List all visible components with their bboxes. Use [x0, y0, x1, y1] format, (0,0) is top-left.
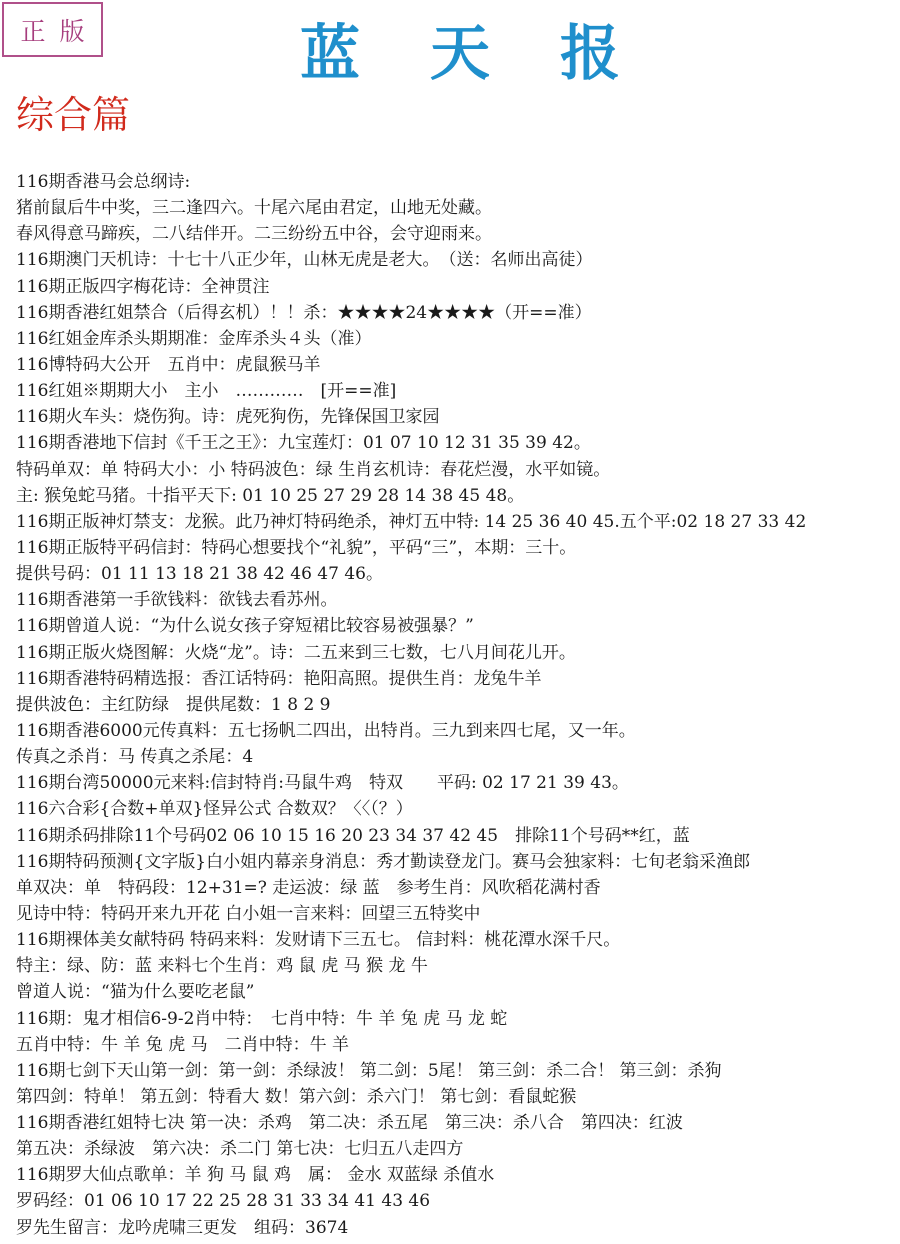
- text-line: 五肖中特：牛 羊 兔 虎 马 二肖中特：牛 羊: [16, 1034, 350, 1055]
- masthead-title: [300, 14, 620, 94]
- text-line: 116期香港特码精选报：香江话特码：艳阳高照。提供生肖：龙兔牛羊: [16, 668, 542, 689]
- section-title: 综合篇: [16, 93, 131, 137]
- text-line: 116期台湾50000元来料:信封特肖:马鼠牛鸡 特双 平码: 02 17 21 39 43。: [16, 773, 629, 794]
- text-line: 116六合彩{合数+单双}怪异公式 合数双？〈〈（？）: [16, 799, 413, 820]
- text-line: 116期正版四字梅花诗：全神贯注: [16, 276, 270, 297]
- text-line: 春风得意马蹄疾，二八结伴开。二三纷纷五中谷，会守迎雨来。: [16, 224, 492, 245]
- text-line: 116期澳门天机诗：十七十八正少年，山林无虎是老大。 （送：名师出高徒）: [16, 250, 593, 271]
- text-line: 116红姐※期期大小 主小 ………… [开==准]: [16, 381, 397, 402]
- edition-badge: 正版: [2, 2, 103, 57]
- text-line: 猪前鼠后牛中奖，三二逢四六。十尾六尾由君定，山地无处藏。: [16, 198, 492, 219]
- text-line: 116期香港6000元传真料：五七扬帆二四出，出特肖。三九到来四七尾，又一年。: [16, 720, 636, 741]
- text-line: 116期香港马会总纲诗:: [16, 172, 191, 192]
- text-line: 116期正版火烧图解：火烧“龙”。诗：二五来到三七数，七八月间花儿开。: [16, 642, 576, 663]
- text-line: 116期七剑下天山第一剑：第一剑：杀绿波！ 第二剑：5尾！ 第三剑：杀二合！ 第三剑：杀狗: [16, 1060, 722, 1081]
- text-line: 见诗中特：特码开来九开花 白小姐一言来料：回望三五特奖中: [16, 903, 481, 924]
- text-line: 罗码经：01 06 10 17 22 25 28 31 33 34 41 43 46: [16, 1191, 431, 1212]
- text-line: 116博特码大公开 五肖中：虎鼠猴马羊: [16, 354, 321, 375]
- text-line: 特主：绿、防：蓝 来料七个生肖：鸡 鼠 虎 马 猴 龙 牛: [16, 956, 428, 977]
- text-line: 116期杀码排除11个号码02 06 10 15 16 20 23 34 37 42 45 排除11个号码**红，蓝: [16, 825, 690, 846]
- text-line: 曾道人说：“猫为什么要吃老鼠”: [16, 982, 255, 1003]
- text-line: 116期裸体美女献特码 特码来料：发财请下三五七。 信封料：桃花潭水深千尺。: [16, 930, 621, 951]
- text-line: 116期特码预测{文字版}白小姐内幕亲身消息：秀才勤读登龙门。赛马会独家料：七旬老翁采渔郎: [16, 851, 751, 872]
- text-line: 提供号码：01 11 13 18 21 38 42 46 47 46。: [16, 564, 383, 585]
- text-line: 116期香港红姐禁合（后得玄机）！！杀：★★★★24★★★★（开==准）: [16, 302, 592, 323]
- text-line: 主: 猴兔蛇马猪。十指平天下: 01 10 25 27 29 28 14 38 45 48。: [16, 485, 525, 506]
- text-line: 第四剑：特单！ 第五剑：特看大 数！第六剑：杀六门！ 第七剑：看鼠蛇猴: [16, 1086, 577, 1107]
- text-line: 特码单双：单 特码大小：小 特码波色：绿 生肖玄机诗：春花烂漫，水平如镜。: [16, 459, 611, 480]
- text-line: 116红姐金库杀头期期准：金库杀头４头（准）: [16, 328, 372, 349]
- text-line: 116期：鬼才相信6-9-2肖中特： 七肖中特：牛 羊 兔 虎 马 龙 蛇: [16, 1008, 508, 1029]
- text-line: 单双决：单 特码段：12+31=? 走运波：绿 蓝 参考生肖：风吹稻花满村香: [16, 877, 601, 898]
- text-line: 116期正版神灯禁支：龙猴。此乃神灯特码绝杀，神灯五中特: 14 25 36 40 45.五个平:02 18 27 33 42: [16, 511, 807, 532]
- text-line: 提供波色：主红防绿 提供尾数：1 8 2 9: [16, 694, 331, 715]
- text-line: 116期香港第一手欲钱料：欲钱去看苏州。: [16, 590, 338, 611]
- content-list: [16, 170, 896, 1240]
- text-line: 第五决：杀绿波 第六决：杀二门 第七决：七归五八走四方: [16, 1139, 464, 1160]
- masthead-char: 天: [430, 19, 490, 89]
- text-line: 116期香港红姐特七决 第一决：杀鸡 第二决：杀五尾 第三决：杀八合 第四决：红波: [16, 1113, 683, 1134]
- text-line: 116期曾道人说：“为什么说女孩子穿短裙比较容易被强暴？”: [16, 616, 474, 637]
- text-line: 116期罗大仙点歌单：羊 狗 马 鼠 鸡 属： 金水 双蓝绿 杀值水: [16, 1165, 495, 1186]
- text-line: 116期正版特平码信封：特码心想要找个“礼貌”，平码“三”，本期：三十。: [16, 537, 577, 558]
- masthead-char: 蓝: [300, 19, 360, 89]
- text-line: 116期香港地下信封《千王之王》：九宝莲灯：01 07 10 12 31 35 39 42。: [16, 433, 591, 454]
- text-line: 传真之杀肖：马 传真之杀尾：4: [16, 747, 254, 768]
- masthead-char: 报: [560, 19, 620, 89]
- text-line: 116期火车头：烧伤狗。诗：虎死狗伤，先锋保国卫家园: [16, 407, 440, 428]
- text-line: 罗先生留言：龙吟虎啸三更发 组码：3674: [16, 1217, 349, 1238]
